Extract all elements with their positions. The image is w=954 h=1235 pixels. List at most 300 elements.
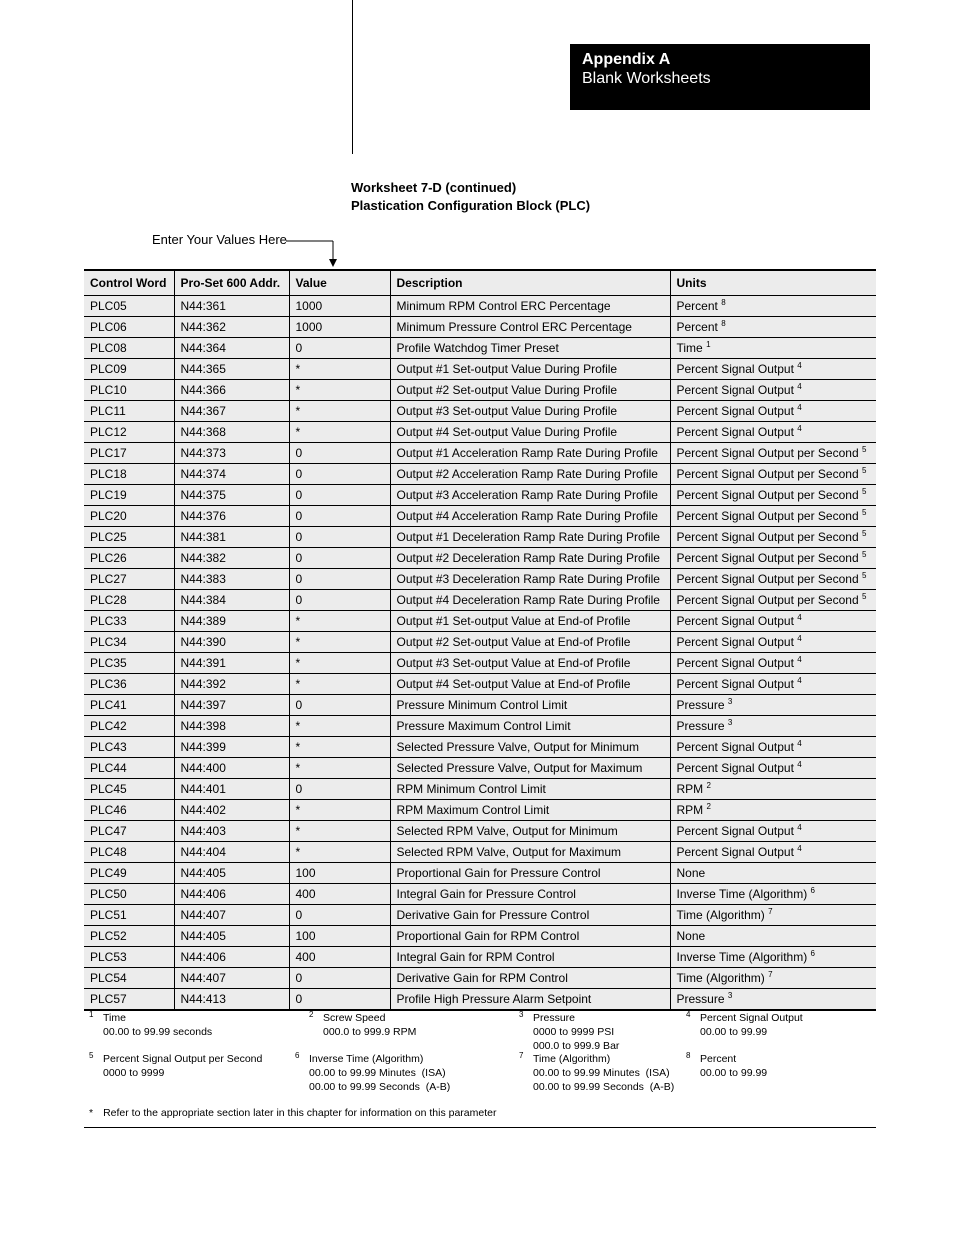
footnote-ref: 3 <box>727 718 733 727</box>
units-cell <box>670 674 876 695</box>
value-cell[interactable]: * <box>289 380 390 401</box>
description-cell: Minimum Pressure Control ERC Percentage <box>390 317 670 338</box>
units-cell <box>670 926 876 947</box>
description-cell: Output #2 Set-output Value During Profile <box>390 380 670 401</box>
footnote-ref: 4 <box>797 676 802 685</box>
address-cell: N44:367 <box>174 401 289 422</box>
control-word-cell: PLC09 <box>84 359 174 380</box>
value-cell[interactable]: 0 <box>289 464 390 485</box>
footnote-line: 00.00 to 99.99 Seconds (A-B) <box>533 1081 675 1093</box>
control-word-cell: PLC44 <box>84 758 174 779</box>
address-cell: N44:383 <box>174 569 289 590</box>
address-cell: N44:376 <box>174 506 289 527</box>
footnote-line: Pressure <box>533 1012 576 1024</box>
units-text: Pressure <box>676 719 725 733</box>
value-cell[interactable]: 0 <box>289 569 390 590</box>
description-cell: Minimum RPM Control ERC Percentage <box>390 296 670 317</box>
units-cell <box>670 401 876 422</box>
description-cell: RPM Maximum Control Limit <box>390 800 670 821</box>
control-word-cell: PLC57 <box>84 989 174 1011</box>
address-cell: N44:403 <box>174 821 289 842</box>
description-cell: Output #1 Acceleration Ramp Rate During Profile <box>390 443 670 464</box>
description-cell: Proportional Gain for RPM Control <box>390 926 670 947</box>
units-text: Time (Algorithm) <box>676 908 765 922</box>
description-cell: Selected Pressure Valve, Output for Minimum <box>390 737 670 758</box>
footnote-line: 00.00 to 99.99 Seconds (A-B) <box>309 1081 451 1093</box>
table-row <box>84 863 876 884</box>
address-cell: N44:365 <box>174 359 289 380</box>
vertical-rule <box>352 0 353 154</box>
table-row <box>84 590 876 611</box>
control-word-cell: PLC43 <box>84 737 174 758</box>
units-cell <box>670 632 876 653</box>
footnote-line: 00.00 to 99.99 <box>700 1067 768 1079</box>
units-text: None <box>676 866 706 880</box>
control-word-cell: PLC53 <box>84 947 174 968</box>
value-cell[interactable]: * <box>289 401 390 422</box>
table-row <box>84 632 876 653</box>
description-cell: Output #3 Deceleration Ramp Rate During Profile <box>390 569 670 590</box>
footnote-ref: 2 <box>706 802 711 811</box>
footnote-ref: 3 <box>727 991 733 1000</box>
units-cell <box>670 590 876 611</box>
control-word-cell: PLC08 <box>84 338 174 359</box>
worksheet-title <box>351 179 590 215</box>
footnote-ref: 4 <box>797 823 802 832</box>
footnote-line: 00.00 to 99.99 Minutes (ISA) <box>533 1067 670 1079</box>
value-cell[interactable]: * <box>289 821 390 842</box>
table-row <box>84 989 876 1011</box>
value-cell[interactable]: * <box>289 842 390 863</box>
description-cell: Output #3 Set-output Value During Profile <box>390 401 670 422</box>
value-cell[interactable]: 100 <box>289 863 390 884</box>
header-description: Description <box>390 270 670 296</box>
control-word-cell: PLC11 <box>84 401 174 422</box>
control-word-cell: PLC54 <box>84 968 174 989</box>
address-cell: N44:364 <box>174 338 289 359</box>
units-cell <box>670 548 876 569</box>
address-cell: N44:397 <box>174 695 289 716</box>
units-cell <box>670 296 876 317</box>
footnote-line: 00.00 to 99.99 <box>700 1026 768 1038</box>
units-text: Percent Signal Output <box>676 614 794 628</box>
table-row <box>84 380 876 401</box>
description-cell: Output #4 Acceleration Ramp Rate During Profile <box>390 506 670 527</box>
table-row <box>84 926 876 947</box>
units-cell <box>670 527 876 548</box>
table-row <box>84 359 876 380</box>
units-text: Percent Signal Output <box>676 824 794 838</box>
description-cell: Output #1 Deceleration Ramp Rate During Profile <box>390 527 670 548</box>
units-text: Percent Signal Output per Second <box>676 593 859 607</box>
units-cell <box>670 968 876 989</box>
units-cell <box>670 359 876 380</box>
units-text: Percent Signal Output per Second <box>676 530 859 544</box>
value-cell[interactable]: * <box>289 716 390 737</box>
header-units: Units <box>670 270 876 296</box>
description-cell: Output #1 Set-output Value at End-of Profile <box>390 611 670 632</box>
address-cell: N44:366 <box>174 380 289 401</box>
footnote-ref: 8 <box>721 319 726 328</box>
footnote-line: 00.00 to 99.99 Minutes (ISA) <box>309 1067 446 1079</box>
address-cell: N44:406 <box>174 884 289 905</box>
description-cell: Output #2 Set-output Value at End-of Profile <box>390 632 670 653</box>
value-cell[interactable]: * <box>289 359 390 380</box>
units-cell <box>670 569 876 590</box>
address-cell: N44:373 <box>174 443 289 464</box>
address-cell: N44:405 <box>174 926 289 947</box>
control-word-cell: PLC12 <box>84 422 174 443</box>
table-row <box>84 758 876 779</box>
units-cell <box>670 653 876 674</box>
table-row <box>84 611 876 632</box>
units-cell <box>670 800 876 821</box>
units-cell <box>670 611 876 632</box>
description-cell: Selected Pressure Valve, Output for Maximum <box>390 758 670 779</box>
table-row <box>84 884 876 905</box>
units-text: Percent Signal Output <box>676 761 794 775</box>
description-cell: Selected RPM Valve, Output for Minimum <box>390 821 670 842</box>
control-word-cell: PLC51 <box>84 905 174 926</box>
units-cell <box>670 317 876 338</box>
value-cell[interactable]: 1000 <box>289 317 390 338</box>
units-text: Percent Signal Output per Second <box>676 551 859 565</box>
control-word-cell: PLC36 <box>84 674 174 695</box>
units-text: Percent Signal Output <box>676 383 794 397</box>
footnote-line: Time <box>103 1012 126 1024</box>
address-cell: N44:407 <box>174 968 289 989</box>
footnote-number: 6 <box>295 1051 300 1060</box>
address-cell: N44:375 <box>174 485 289 506</box>
address-cell: N44:401 <box>174 779 289 800</box>
units-cell <box>670 905 876 926</box>
units-text: Percent Signal Output <box>676 362 794 376</box>
value-cell[interactable]: 0 <box>289 989 390 1011</box>
footnote-number: 4 <box>686 1010 691 1019</box>
units-cell <box>670 422 876 443</box>
description-cell: Output #4 Set-output Value During Profile <box>390 422 670 443</box>
units-cell <box>670 884 876 905</box>
value-cell[interactable]: * <box>289 611 390 632</box>
units-text: Percent Signal Output <box>676 845 794 859</box>
address-cell: N44:368 <box>174 422 289 443</box>
footnote-ref: 4 <box>797 382 802 391</box>
address-cell: N44:382 <box>174 548 289 569</box>
footnote-number: 3 <box>519 1010 524 1019</box>
footnote-line: Time (Algorithm) <box>533 1053 611 1065</box>
value-cell[interactable]: 0 <box>289 590 390 611</box>
footnote-8 <box>686 1052 767 1080</box>
table-row <box>84 695 876 716</box>
units-text: Percent Signal Output per Second <box>676 467 859 481</box>
units-text: Percent Signal Output <box>676 425 794 439</box>
units-cell <box>670 758 876 779</box>
footnote-ref: 5 <box>861 592 867 601</box>
footnote-3 <box>519 1011 619 1053</box>
units-text: RPM <box>676 803 704 817</box>
footnote-ref: 3 <box>727 697 733 706</box>
table-row <box>84 968 876 989</box>
table-row <box>84 653 876 674</box>
description-cell: Derivative Gain for Pressure Control <box>390 905 670 926</box>
units-text: None <box>676 929 706 943</box>
footnote-number: 7 <box>519 1051 524 1060</box>
units-cell <box>670 695 876 716</box>
table-row <box>84 800 876 821</box>
address-cell: N44:361 <box>174 296 289 317</box>
description-cell: Derivative Gain for RPM Control <box>390 968 670 989</box>
footnote-5 <box>89 1052 262 1080</box>
asterisk-note-text: Refer to the appropriate section later in this chapter for information on this parameter <box>103 1107 497 1119</box>
value-cell[interactable]: * <box>289 674 390 695</box>
description-cell: Selected RPM Valve, Output for Maximum <box>390 842 670 863</box>
units-cell <box>670 464 876 485</box>
address-cell: N44:389 <box>174 611 289 632</box>
footnote-line: 000.0 to 999.9 RPM <box>323 1026 417 1038</box>
value-cell[interactable]: * <box>289 632 390 653</box>
table-row <box>84 296 876 317</box>
units-cell <box>670 821 876 842</box>
address-cell: N44:391 <box>174 653 289 674</box>
units-cell <box>670 380 876 401</box>
footnote-ref: 4 <box>797 844 802 853</box>
description-cell: Profile High Pressure Alarm Setpoint <box>390 989 670 1011</box>
units-text: Percent Signal Output per Second <box>676 488 859 502</box>
description-cell: Pressure Minimum Control Limit <box>390 695 670 716</box>
footnote-number: 2 <box>309 1010 314 1019</box>
table-row <box>84 464 876 485</box>
enter-values-label: Enter Your Values Here <box>152 232 287 247</box>
units-text: Percent <box>676 299 718 313</box>
units-text: Inverse Time (Algorithm) <box>676 887 808 901</box>
value-cell[interactable]: 100 <box>289 926 390 947</box>
asterisk-note <box>89 1107 496 1119</box>
units-text: Percent Signal Output per Second <box>676 446 859 460</box>
footnote-line: Inverse Time (Algorithm) <box>309 1053 424 1065</box>
control-word-cell: PLC27 <box>84 569 174 590</box>
units-cell <box>670 716 876 737</box>
table-row <box>84 821 876 842</box>
footnote-line: 00.00 to 99.99 seconds <box>103 1026 213 1038</box>
footnote-ref: 2 <box>706 781 711 790</box>
units-text: Percent Signal Output <box>676 740 794 754</box>
footnote-ref: 4 <box>797 739 802 748</box>
value-cell[interactable]: 0 <box>289 527 390 548</box>
value-cell[interactable]: 0 <box>289 338 390 359</box>
description-cell: Output #2 Acceleration Ramp Rate During Profile <box>390 464 670 485</box>
address-cell: N44:390 <box>174 632 289 653</box>
table-row <box>84 422 876 443</box>
value-cell[interactable]: 0 <box>289 968 390 989</box>
footnote-ref: 4 <box>797 634 802 643</box>
address-cell: N44:406 <box>174 947 289 968</box>
bottom-rule <box>84 1127 876 1128</box>
units-text: Percent Signal Output <box>676 677 794 691</box>
footnote-line: Percent <box>700 1053 737 1065</box>
value-cell[interactable]: 0 <box>289 548 390 569</box>
footnote-ref: 5 <box>861 550 867 559</box>
units-text: Percent Signal Output <box>676 404 794 418</box>
table-row <box>84 527 876 548</box>
units-text: Inverse Time (Algorithm) <box>676 950 808 964</box>
table-row <box>84 401 876 422</box>
footnote-line: 0000 to 9999 PSI <box>533 1026 615 1038</box>
units-text: Time <box>676 341 703 355</box>
units-text: RPM <box>676 782 704 796</box>
control-word-cell: PLC35 <box>84 653 174 674</box>
value-cell[interactable]: * <box>289 737 390 758</box>
control-word-cell: PLC48 <box>84 842 174 863</box>
header-value: Value <box>289 270 390 296</box>
worksheet-table <box>84 269 876 1011</box>
value-cell[interactable]: * <box>289 758 390 779</box>
table-row <box>84 548 876 569</box>
units-cell <box>670 737 876 758</box>
control-word-cell: PLC49 <box>84 863 174 884</box>
table-row <box>84 737 876 758</box>
footnote-ref: 4 <box>797 361 802 370</box>
table-row <box>84 506 876 527</box>
footnote-line: Screw Speed <box>323 1012 386 1024</box>
table-row <box>84 317 876 338</box>
footnote-ref: 5 <box>861 571 867 580</box>
table-row <box>84 905 876 926</box>
value-cell[interactable]: * <box>289 800 390 821</box>
units-text: Percent Signal Output <box>676 635 794 649</box>
footnote-ref: 5 <box>861 445 867 454</box>
footnote-ref: 4 <box>797 613 802 622</box>
address-cell: N44:392 <box>174 674 289 695</box>
units-text: Time (Algorithm) <box>676 971 765 985</box>
footnote-ref: 5 <box>861 529 867 538</box>
table-row <box>84 716 876 737</box>
description-cell: Output #3 Set-output Value at End-of Profile <box>390 653 670 674</box>
units-text: Percent Signal Output per Second <box>676 572 859 586</box>
address-cell: N44:402 <box>174 800 289 821</box>
units-cell <box>670 947 876 968</box>
footnote-ref: 1 <box>706 340 711 349</box>
control-word-cell: PLC52 <box>84 926 174 947</box>
footnote-number: 5 <box>89 1051 94 1060</box>
footnote-ref: 4 <box>797 403 802 412</box>
footnote-ref: 7 <box>768 907 773 916</box>
value-cell[interactable]: 0 <box>289 905 390 926</box>
description-cell: Output #4 Deceleration Ramp Rate During Profile <box>390 590 670 611</box>
units-text: Percent Signal Output per Second <box>676 509 859 523</box>
control-word-cell: PLC45 <box>84 779 174 800</box>
control-word-cell: PLC33 <box>84 611 174 632</box>
value-cell[interactable]: 0 <box>289 695 390 716</box>
description-cell: RPM Minimum Control Limit <box>390 779 670 800</box>
control-word-cell: PLC05 <box>84 296 174 317</box>
table-row <box>84 947 876 968</box>
worksheet-title-line2: Plastication Configuration Block (PLC) <box>351 198 591 213</box>
table-row <box>84 674 876 695</box>
value-cell[interactable]: 1000 <box>289 296 390 317</box>
address-cell: N44:404 <box>174 842 289 863</box>
footnote-line: Percent Signal Output <box>700 1012 803 1024</box>
control-word-cell: PLC17 <box>84 443 174 464</box>
control-word-cell: PLC50 <box>84 884 174 905</box>
arrow-down-icon <box>286 238 342 268</box>
value-cell[interactable]: * <box>289 422 390 443</box>
units-text: Percent <box>676 320 718 334</box>
table-row <box>84 569 876 590</box>
description-cell: Profile Watchdog Timer Preset <box>390 338 670 359</box>
footnote-ref: 4 <box>797 760 802 769</box>
value-cell[interactable]: 0 <box>289 485 390 506</box>
units-text: Pressure <box>676 992 725 1006</box>
value-cell[interactable]: 0 <box>289 779 390 800</box>
value-cell[interactable]: 0 <box>289 506 390 527</box>
control-word-cell: PLC46 <box>84 800 174 821</box>
footnote-7 <box>519 1052 674 1094</box>
footnote-line: 0000 to 9999 <box>103 1067 165 1079</box>
footnote-line: 000.0 to 999.9 Bar <box>533 1040 620 1052</box>
control-word-cell: PLC42 <box>84 716 174 737</box>
control-word-cell: PLC25 <box>84 527 174 548</box>
address-cell: N44:399 <box>174 737 289 758</box>
footnote-ref: 5 <box>861 487 867 496</box>
footnote-line: Percent Signal Output per Second <box>103 1053 263 1065</box>
value-cell[interactable]: 0 <box>289 443 390 464</box>
worksheet-title-line1: Worksheet 7-D (continued) <box>351 180 517 195</box>
address-cell: N44:362 <box>174 317 289 338</box>
control-word-cell: PLC34 <box>84 632 174 653</box>
address-cell: N44:413 <box>174 989 289 1011</box>
address-cell: N44:400 <box>174 758 289 779</box>
description-cell: Proportional Gain for Pressure Control <box>390 863 670 884</box>
footnote-ref: 5 <box>861 508 867 517</box>
control-word-cell: PLC47 <box>84 821 174 842</box>
units-cell <box>670 842 876 863</box>
address-cell: N44:407 <box>174 905 289 926</box>
value-cell[interactable]: 400 <box>289 884 390 905</box>
description-cell: Pressure Maximum Control Limit <box>390 716 670 737</box>
control-word-cell: PLC10 <box>84 380 174 401</box>
address-cell: N44:405 <box>174 863 289 884</box>
value-cell[interactable]: 400 <box>289 947 390 968</box>
address-cell: N44:398 <box>174 716 289 737</box>
description-cell: Integral Gain for RPM Control <box>390 947 670 968</box>
control-word-cell: PLC26 <box>84 548 174 569</box>
description-cell: Output #2 Deceleration Ramp Rate During Profile <box>390 548 670 569</box>
units-cell <box>670 338 876 359</box>
table-header-row <box>84 270 876 296</box>
table-row <box>84 443 876 464</box>
footnote-2 <box>309 1011 416 1039</box>
units-cell <box>670 779 876 800</box>
units-cell <box>670 989 876 1011</box>
units-cell <box>670 863 876 884</box>
asterisk-mark: * <box>89 1107 94 1119</box>
footnote-ref: 8 <box>721 298 726 307</box>
description-cell: Output #1 Set-output Value During Profile <box>390 359 670 380</box>
footnote-ref: 4 <box>797 655 802 664</box>
control-word-cell: PLC41 <box>84 695 174 716</box>
value-cell[interactable]: * <box>289 653 390 674</box>
footnote-number: 8 <box>686 1051 691 1060</box>
address-cell: N44:384 <box>174 590 289 611</box>
control-word-cell: PLC06 <box>84 317 174 338</box>
appendix-title: Appendix A <box>582 51 671 68</box>
footnote-ref: 4 <box>797 424 802 433</box>
description-cell: Output #3 Acceleration Ramp Rate During Profile <box>390 485 670 506</box>
appendix-subtitle: Blank Worksheets <box>582 70 711 87</box>
footnote-ref: 5 <box>861 466 867 475</box>
control-word-cell: PLC18 <box>84 464 174 485</box>
address-cell: N44:374 <box>174 464 289 485</box>
